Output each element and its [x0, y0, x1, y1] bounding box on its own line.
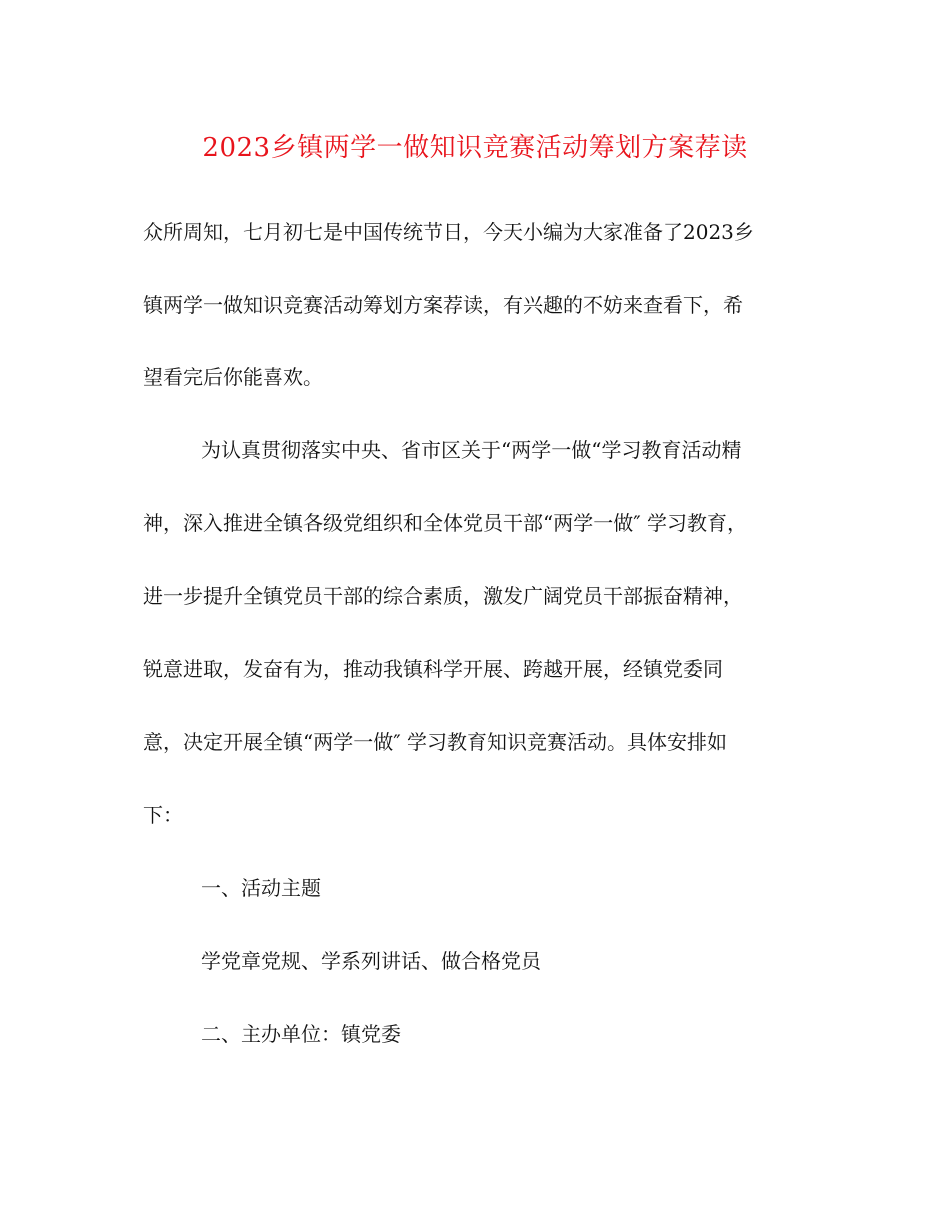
body-line-4: 锐意进取，发奋有为，推动我镇科学开展、跨越开展，经镇党委同 [143, 657, 723, 681]
section-2-heading: 二、主办单位：镇党委 [201, 1022, 401, 1046]
intro-line-3: 望看完后你能喜欢。 [143, 365, 323, 389]
section-1-content: 学党章党规、学系列讲话、做合格党员 [201, 949, 541, 973]
body-line-2: 神，深入推进全镇各级党组织和全体党员干部“两学一做″ 学习教育， [143, 511, 748, 535]
intro-line-1: 众所周知，七月初七是中国传统节日，今天小编为大家准备了2023乡 [143, 220, 754, 244]
body-line-3: 进一步提升全镇党员干部的综合素质，激发广阔党员干部振奋精神， [143, 584, 743, 608]
intro-line-2: 镇两学一做知识竞赛活动筹划方案荐读，有兴趣的不妨来查看下，希 [143, 293, 743, 317]
body-line-5: 意，决定开展全镇“两学一做″ 学习教育知识竞赛活动。具体安排如 [143, 730, 728, 754]
document-title: 2023乡镇两学一做知识竞赛活动筹划方案荐读 [202, 133, 748, 163]
body-line-6: 下： [143, 803, 183, 827]
body-line-1: 为认真贯彻落实中央、省市区关于“两学一做“学习教育活动精 [201, 438, 742, 462]
section-1-heading: 一、活动主题 [201, 876, 321, 900]
